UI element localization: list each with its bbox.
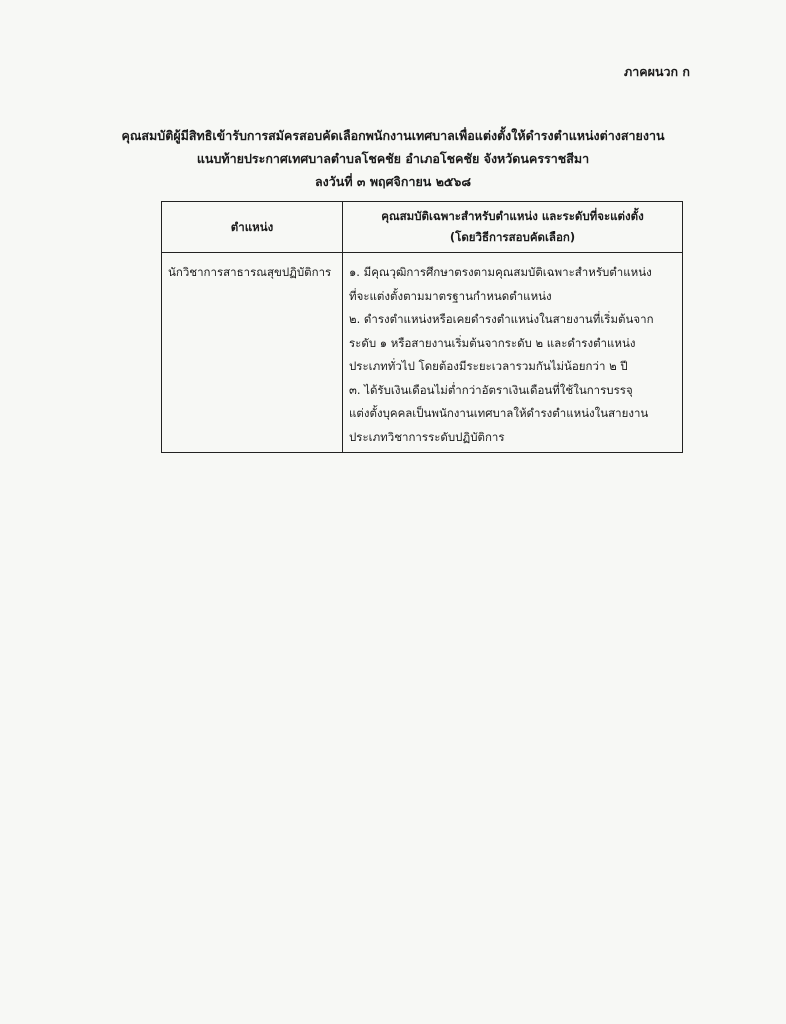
table-row <box>162 253 683 453</box>
table-header-row <box>162 202 683 253</box>
cell-qualification <box>343 253 683 453</box>
qualification-line: ประเภทวิชาการระดับปฏิบัติการ <box>349 429 505 444</box>
qualification-line: แต่งตั้งบุคคลเป็นพนักงานเทศบาลให้ดำรงตำแหน่งในสายงาน <box>349 406 649 420</box>
header-position: ตำแหน่ง <box>162 202 343 253</box>
qualification-line: ๓. ได้รับเงินเดือนไม่ต่ำกว่าอัตราเงินเดือนที่ใช้ในการบรรจุ <box>349 382 633 397</box>
appendix-label: ภาคผนวก ก <box>624 64 690 79</box>
document-heading <box>40 124 746 193</box>
cell-position <box>162 253 343 453</box>
qualification-line: ๒. ดำรงตำแหน่งหรือเคยดำรงตำแหน่งในสายงานที่เริ่มต้นจาก <box>349 312 654 326</box>
qualification-line: ๑. มีคุณวุฒิการศึกษาตรงตามคุณสมบัติเฉพาะสำหรับตำแหน่ง <box>349 265 652 279</box>
position-name: นักวิชาการสาธารณสุขปฏิบัติการ <box>168 265 332 279</box>
header-qualification: คุณสมบัติเฉพาะสำหรับตำแหน่ง และระดับที่จะแต่งตั้ง (โดยวิธีการสอบคัดเลือก) <box>343 202 683 253</box>
qualification-line: ประเภททั่วไป โดยต้องมีระยะเวลารวมกันไม่น้อยกว่า ๒ ปี <box>349 359 628 373</box>
heading-line-2: แนบท้ายประกาศเทศบาลตำบลโชคชัย อำเภอโชคชัย จังหวัดนครราชสีมา <box>196 151 590 166</box>
qualification-line: ระดับ ๑ หรือสายงานเริ่มต้นจากระดับ ๒ และดำรงตำแหน่ง <box>349 335 636 350</box>
heading-line-3: ลงวันที่ ๓ พฤศจิกายน ๒๕๖๘ <box>315 174 471 189</box>
heading-line-1: คุณสมบัติผู้มีสิทธิเข้ารับการสมัครสอบคัดเลือกพนักงานเทศบาลเพื่อแต่งตั้งให้ดำรงตำแหน่งต่างสายงาน <box>121 128 665 143</box>
qualification-line: ที่จะแต่งตั้งตามมาตรฐานกำหนดตำแหน่ง <box>349 288 552 303</box>
qualification-table <box>161 201 683 453</box>
